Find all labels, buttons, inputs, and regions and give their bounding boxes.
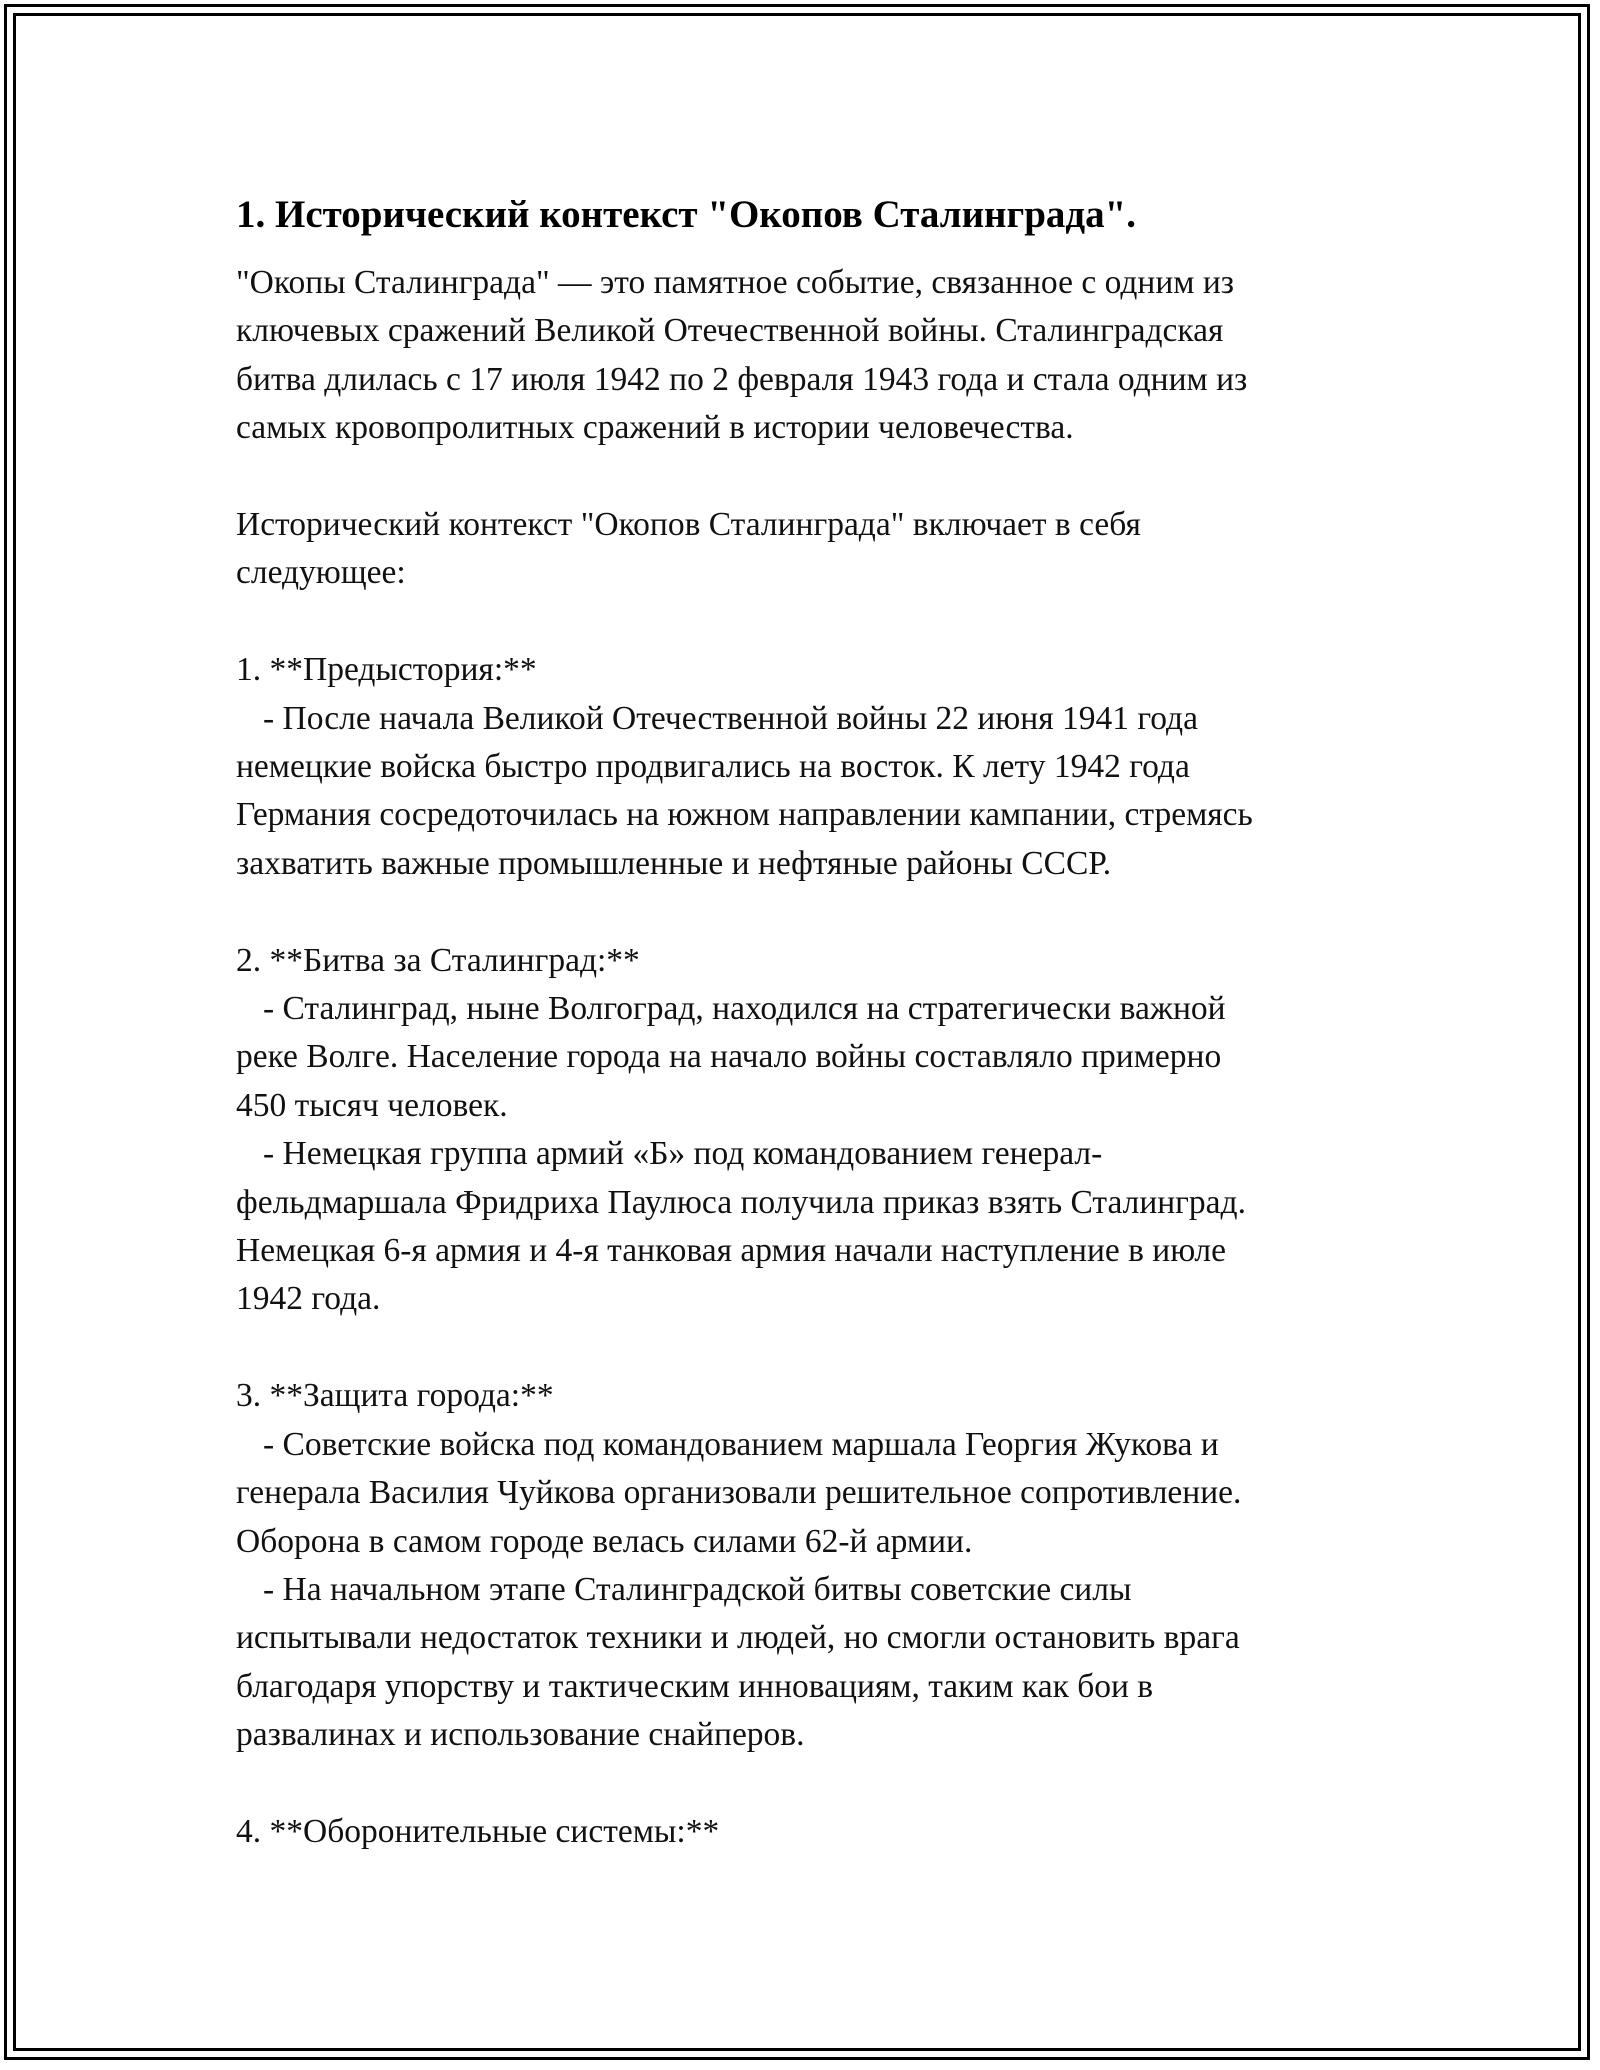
text-line: следующее: bbox=[236, 554, 406, 592]
text-line: ключевых сражений Великой Отечественной войны. Сталинградская bbox=[236, 312, 1224, 350]
text-line: Оборона в самом городе велась силами 62-й армии. bbox=[236, 1522, 973, 1560]
spacer bbox=[236, 1760, 1376, 1808]
text-line: генерала Василия Чуйкова организовали решительное сопротивление. bbox=[236, 1474, 1242, 1512]
document-heading: 1. Исторический контекст "Окопов Сталинграда". bbox=[236, 193, 1137, 236]
spacer bbox=[236, 453, 1376, 501]
document-body bbox=[236, 185, 1376, 1856]
text-line: реке Волге. Население города на начало войны составляло примерно bbox=[236, 1038, 1222, 1076]
section-title: 1. **Предыстория:** bbox=[236, 651, 537, 689]
text-line: 1942 года. bbox=[236, 1280, 381, 1318]
text-line: "Окопы Сталинграда" — это памятное событие, связанное с одним из bbox=[236, 264, 1234, 301]
text-line: Немецкая 6-я армия и 4-я танковая армия начали наступление в июле bbox=[236, 1232, 1227, 1270]
text-line: Исторический контекст "Окопов Сталинграда" включает в себя bbox=[236, 506, 1141, 544]
text-line: - После начала Великой Отечественной войны 22 июня 1941 года bbox=[263, 699, 1198, 737]
spacer bbox=[236, 598, 1376, 646]
text-line: - Сталинград, ныне Волгоград, находился на стратегически важной bbox=[263, 990, 1226, 1028]
spacer bbox=[236, 1324, 1376, 1372]
section-defense bbox=[236, 1372, 1376, 1759]
text-line: Германия сосредоточилась на южном направлении кампании, стремясь bbox=[236, 796, 1253, 834]
spacer bbox=[236, 245, 1376, 259]
section-title: 4. **Оборонительные системы:** bbox=[236, 1812, 720, 1850]
intro-paragraph bbox=[236, 259, 1376, 453]
section-title: 2. **Битва за Сталинград:** bbox=[236, 941, 640, 979]
text-line: немецкие войска быстро продвигались на восток. К лету 1942 года bbox=[236, 748, 1190, 786]
text-line: благодаря упорству и тактическим инновациям, таким как бои в bbox=[236, 1667, 1154, 1705]
section-prehistory bbox=[236, 646, 1376, 888]
text-line: битва длилась с 17 июля 1942 по 2 февраля 1943 года и стала одним из bbox=[236, 360, 1248, 398]
section-defensive-systems bbox=[236, 1808, 1376, 1856]
context-paragraph bbox=[236, 501, 1376, 598]
text-line: захватить важные промышленные и нефтяные районы СССР. bbox=[236, 844, 1112, 882]
text-line: - На начальном этапе Сталинградской битвы советские силы bbox=[263, 1570, 1132, 1608]
text-line: 450 тысяч человек. bbox=[236, 1086, 508, 1124]
section-battle bbox=[236, 937, 1376, 1324]
section-title: 3. **Защита города:** bbox=[236, 1377, 554, 1415]
text-line: - Советские войска под командованием маршала Георгия Жукова и bbox=[263, 1425, 1219, 1463]
text-line: испытывали недостаток техники и людей, но смогли остановить врага bbox=[236, 1619, 1240, 1657]
text-line: фельдмаршала Фридриха Паулюса получила приказ взять Сталинград. bbox=[236, 1183, 1246, 1221]
spacer bbox=[236, 888, 1376, 936]
text-line: развалинах и использование снайперов. bbox=[236, 1716, 805, 1754]
text-line: самых кровопролитных сражений в истории человечества. bbox=[236, 409, 1074, 447]
text-line: - Немецкая группа армий «Б» под командованием генерал- bbox=[263, 1135, 1103, 1173]
